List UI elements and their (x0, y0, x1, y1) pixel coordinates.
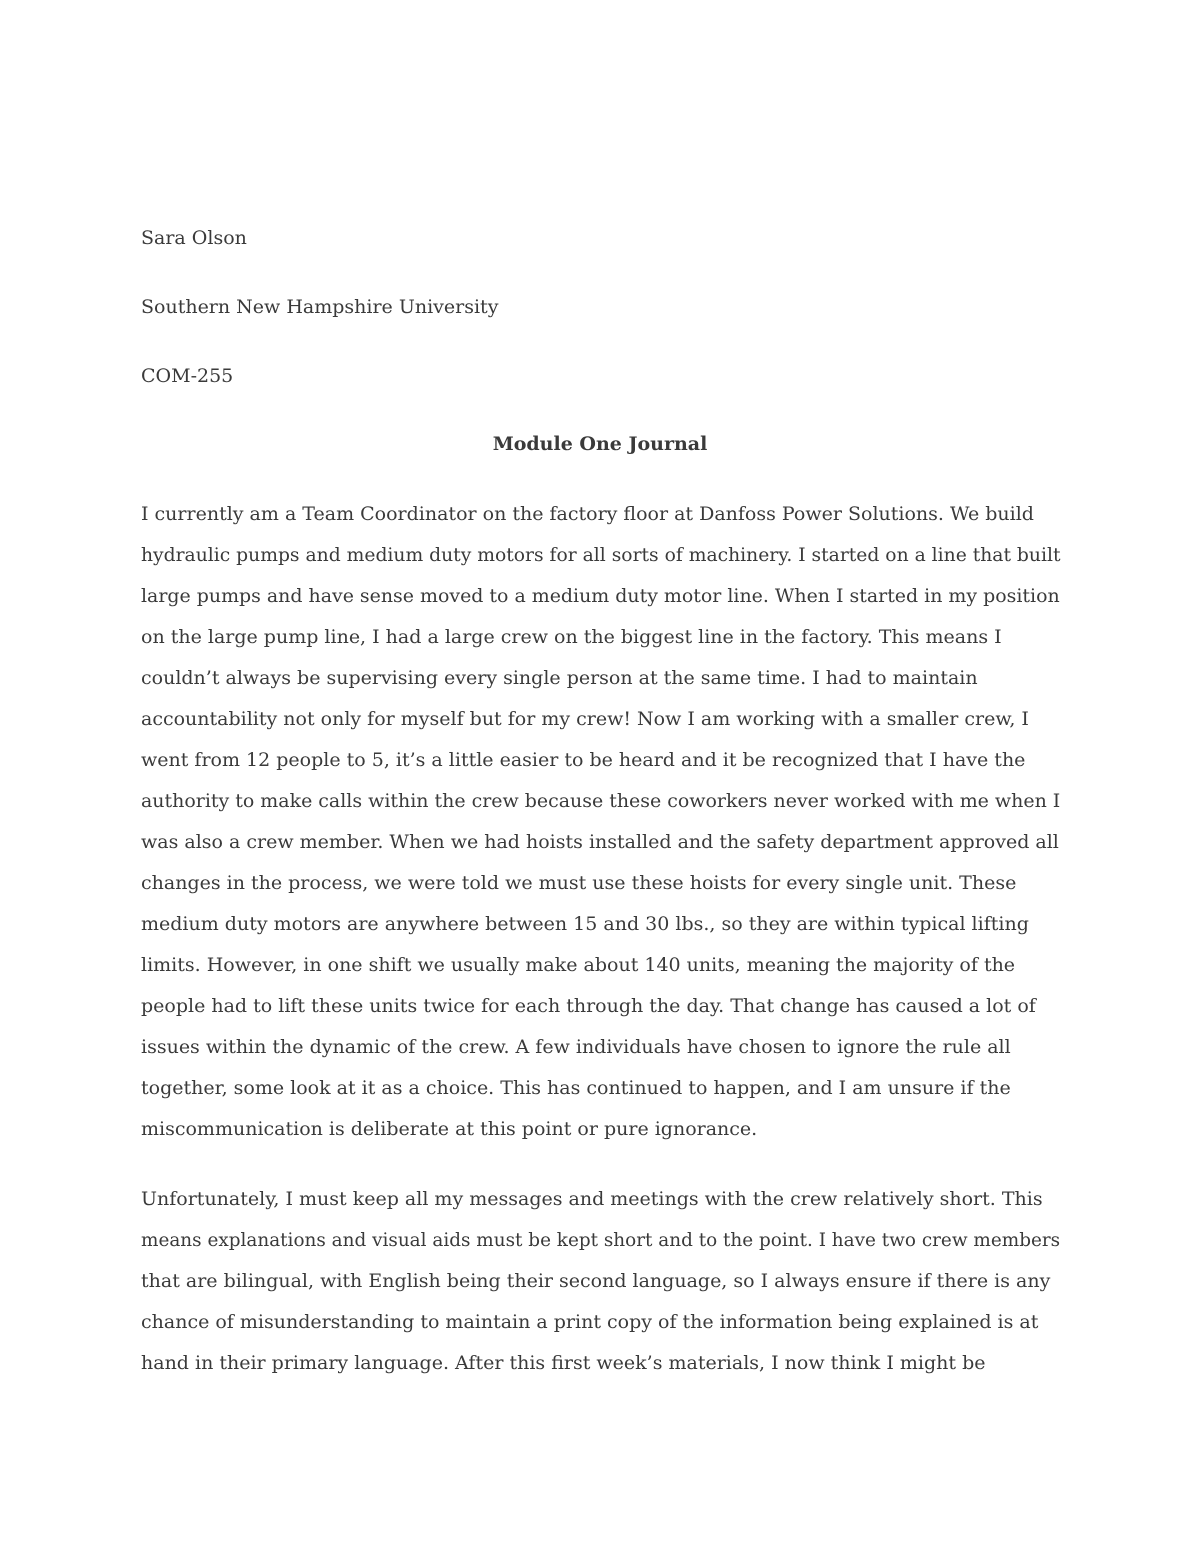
paragraph-line: means explanations and visual aids must be kept short and to the point. I have two crew members (141, 1229, 1061, 1251)
paragraph-line: couldn’t always be supervising every single person at the same time. I had to maintain (141, 667, 978, 689)
course-code: COM-255 (141, 365, 234, 387)
paragraph-line: hand in their primary language. After this first week’s materials, I now think I might be (141, 1352, 986, 1374)
institution-name: Southern New Hampshire University (141, 296, 499, 318)
paragraph-line: that are bilingual, with English being their second language, so I always ensure if there is any (141, 1270, 1051, 1292)
paragraph-line: issues within the dynamic of the crew. A few individuals have chosen to ignore the rule all (141, 1036, 1011, 1058)
paragraph-line: I currently am a Team Coordinator on the factory floor at Danfoss Power Solutions. We build (141, 503, 1034, 525)
paragraph-line: large pumps and have sense moved to a medium duty motor line. When I started in my position (141, 585, 1060, 607)
paragraph-line: chance of misunderstanding to maintain a print copy of the information being explained is at (141, 1311, 1039, 1333)
paragraph-line: Unfortunately, I must keep all my messages and meetings with the crew relatively short. This (141, 1188, 1043, 1210)
paragraph-line: medium duty motors are anywhere between 15 and 30 lbs., so they are within typical lifting (141, 913, 1029, 935)
document-title: Module One Journal (492, 433, 708, 455)
paragraph-line: was also a crew member. When we had hoists installed and the safety department approved all (141, 831, 1059, 853)
paragraph-line: changes in the process, we were told we must use these hoists for every single unit. These (141, 872, 1017, 894)
paragraph-line: miscommunication is deliberate at this point or pure ignorance. (141, 1118, 758, 1140)
paragraph-line: accountability not only for myself but for my crew! Now I am working with a smaller crew, I (141, 708, 1029, 730)
paragraph-line: limits. However, in one shift we usually make about 140 units, meaning the majority of the (141, 954, 1016, 976)
paragraph-line: together, some look at it as a choice. This has continued to happen, and I am unsure if the (141, 1077, 1011, 1099)
author-name: Sara Olson (141, 227, 247, 249)
paragraph-line: authority to make calls within the crew because these coworkers never worked with me when I (141, 790, 1061, 812)
paragraph-line: on the large pump line, I had a large crew on the biggest line in the factory. This means I (141, 626, 1002, 648)
paragraph-line: people had to lift these units twice for each through the day. That change has caused a lot of (141, 995, 1036, 1017)
paragraph-line: went from 12 people to 5, it’s a little easier to be heard and it be recognized that I have the (141, 749, 1026, 771)
paragraph-line: hydraulic pumps and medium duty motors for all sorts of machinery. I started on a line that built (141, 544, 1061, 566)
